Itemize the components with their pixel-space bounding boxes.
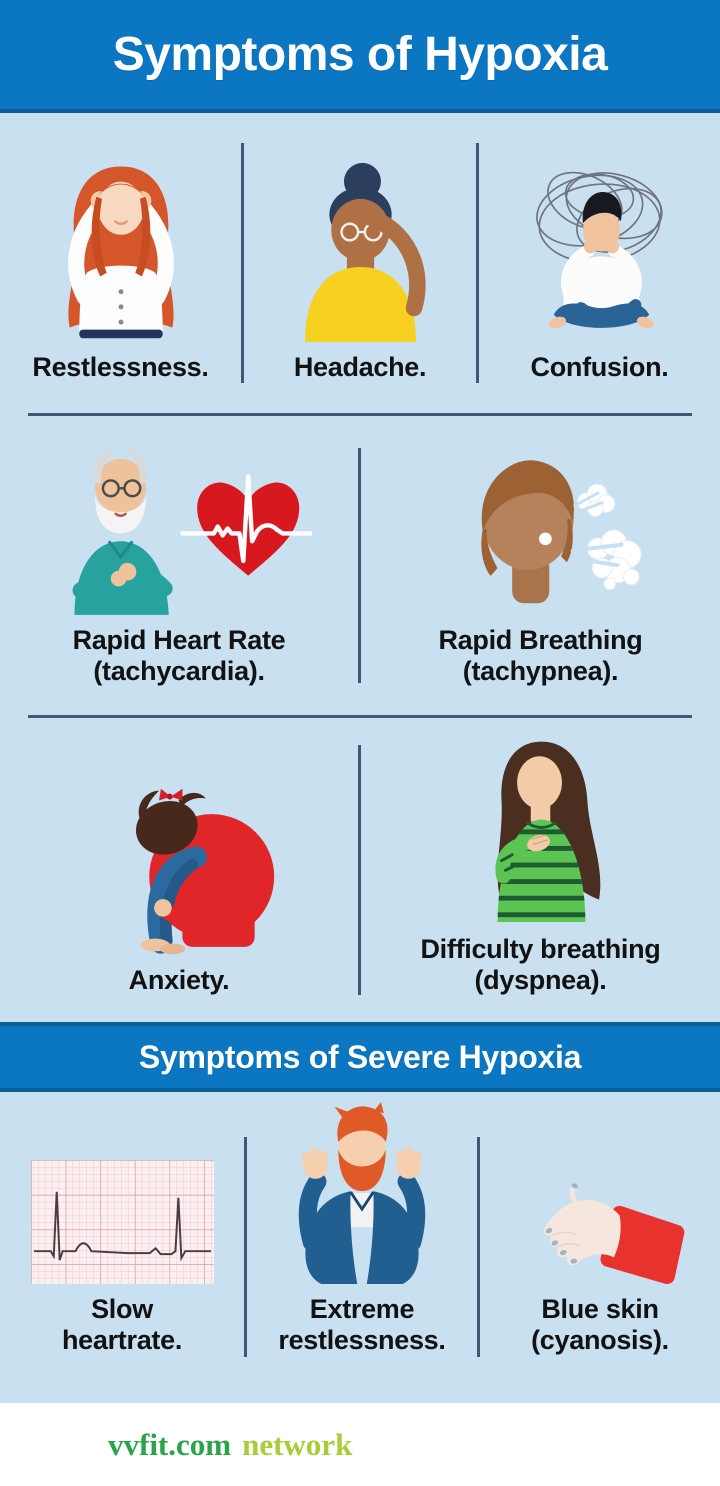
symptom-label: Difficulty breathing (dyspnea). [420, 934, 661, 996]
face-exhaling-clouds-icon [418, 447, 663, 615]
symptom-label: Extreme restlessness. [278, 1294, 446, 1356]
symptom-row-1 [0, 113, 720, 413]
infographic-body [0, 113, 720, 1403]
symptom-row-4 [0, 1092, 720, 1402]
symptom-row-2 [0, 416, 720, 715]
woman-hand-on-chest-icon [441, 728, 641, 924]
symptom-label: Restlessness. [32, 352, 209, 383]
symptom-label: Rapid Breathing (tachypnea). [438, 625, 643, 687]
footer [0, 1403, 720, 1486]
page-title: Symptoms of Hypoxia [112, 28, 608, 81]
symptom-rapid-heart-rate [0, 416, 358, 715]
severe-section-banner [0, 1022, 720, 1092]
symptom-restlessness [0, 113, 241, 413]
cyanotic-hand-icon [506, 1122, 694, 1284]
symptom-label: Rapid Heart Rate (tachycardia). [72, 625, 286, 687]
man-clenched-fists-icon [262, 1102, 462, 1284]
ecg-strip-icon [31, 1160, 214, 1284]
man-tangled-thoughts-icon [497, 157, 702, 342]
symptom-rapid-breathing [361, 416, 720, 715]
symptom-confusion [479, 113, 720, 413]
footer-suffix-text: network [242, 1426, 353, 1462]
symptom-label: Slow heartrate. [61, 1294, 183, 1356]
symptom-label: Headache. [293, 352, 427, 383]
symptom-label: Blue skin (cyanosis). [531, 1294, 669, 1356]
symptom-blue-skin [480, 1092, 720, 1402]
elderly-man-heart-ecg-icon [47, 443, 312, 615]
symptom-label: Confusion. [530, 352, 669, 383]
symptom-slow-heartrate [0, 1092, 244, 1402]
symptom-extreme-restlessness [247, 1092, 477, 1402]
symptom-difficulty-breathing [361, 718, 720, 1022]
person-hugging-knees-icon [77, 767, 282, 955]
woman-pulling-hair-icon [26, 157, 216, 342]
symptom-anxiety [0, 718, 358, 1022]
severe-section-title: Symptoms of Severe Hypoxia [138, 1038, 582, 1075]
person-hand-on-forehead-icon [268, 160, 453, 342]
footer-brand-text: vvfit.com [108, 1426, 232, 1462]
symptom-row-3 [0, 718, 720, 1022]
symptom-headache [244, 113, 476, 413]
symptom-label: Anxiety. [128, 965, 230, 996]
header-banner [0, 0, 720, 113]
